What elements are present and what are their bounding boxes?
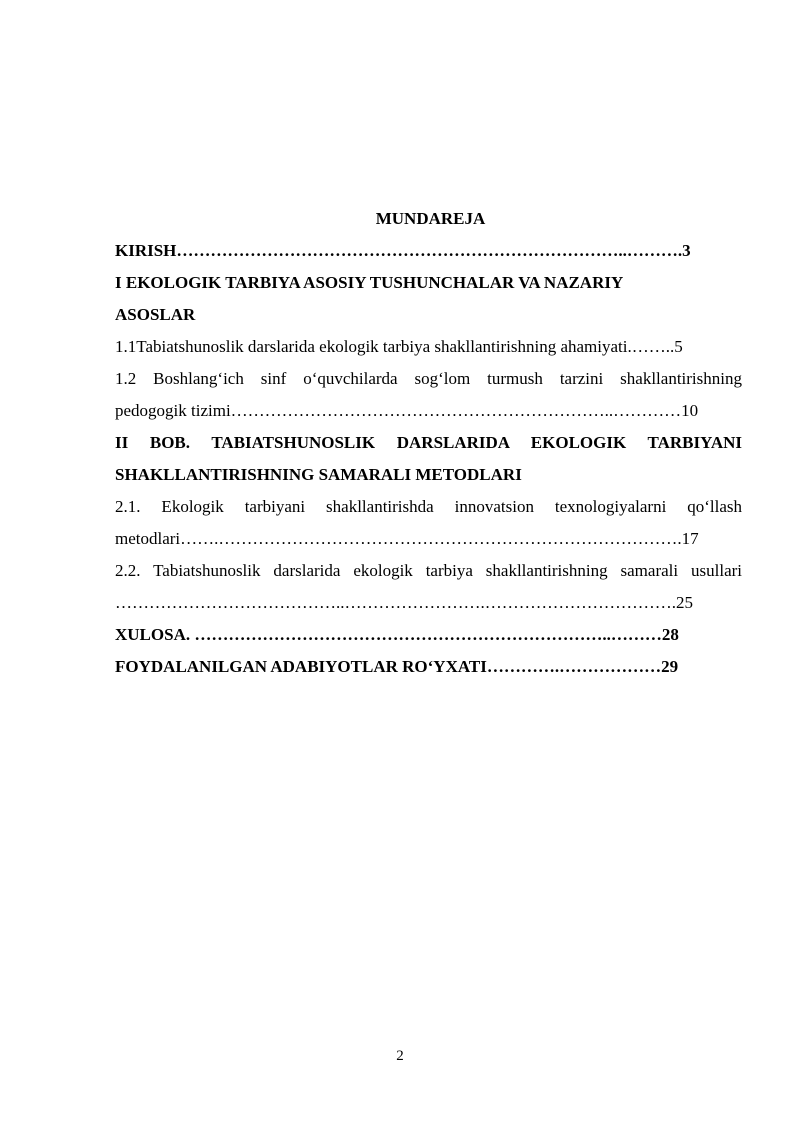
toc-entry-2-2-line-1: 2.2. Tabiatshunoslik darslarida ekologik tarbiya shakllantirishning samarali usullari <box>115 561 742 580</box>
toc-entry-2-1-line-1: 2.1. Ekologik tarbiyani shakllantirishda innovatsion texnologiyalarni qo‘llash <box>115 497 742 516</box>
toc-entry-1-2-line-1: 1.2 Boshlang‘ich sinf o‘quvchilarda sog‘lom turmush tarzini shakllantirishning <box>115 369 742 388</box>
toc-chapter-1-heading-line-2: ASOSLAR <box>115 305 196 324</box>
toc-chapter-2-heading-line-2: SHAKLLANTIRISHNING SAMARALI METODLARI <box>115 465 522 484</box>
toc-title: MUNDAREJA <box>375 209 486 228</box>
table-of-contents <box>115 203 742 683</box>
toc-entry-kirish: KIRISH……………………………………………………………………..……….3 <box>115 241 691 260</box>
page-number: 2 <box>396 1048 404 1064</box>
toc-entry-2-1-line-2: metodlari…….……………………………………………………………………….17 <box>115 529 699 548</box>
toc-chapter-1-heading-line-1: I EKOLOGIK TARBIYA ASOSIY TUSHUNCHALAR VA NAZARIY <box>115 273 624 292</box>
toc-entry-1-1: 1.1Tabiatshunoslik darslarida ekologik tarbiya shakllantirishning ahamiyati.……..5 <box>115 337 683 356</box>
toc-entry-xulosa: XULOSA. ………………………………………………………………..………28 <box>115 625 679 644</box>
toc-entry-2-2-line-2: …………………………………..…………………….…………………………….25 <box>115 593 693 612</box>
toc-entry-1-2-line-2: pedogogik tizimi…………………………………………………………..…………10 <box>115 401 699 420</box>
toc-entry-references: FOYDALANILGAN ADABIYOTLAR RO‘YXATI………….………………29 <box>115 657 679 676</box>
toc-chapter-2-heading-line-1: II BOB. TABIATSHUNOSLIK DARSLARIDA EKOLOGIK TARBIYANI <box>115 433 742 452</box>
